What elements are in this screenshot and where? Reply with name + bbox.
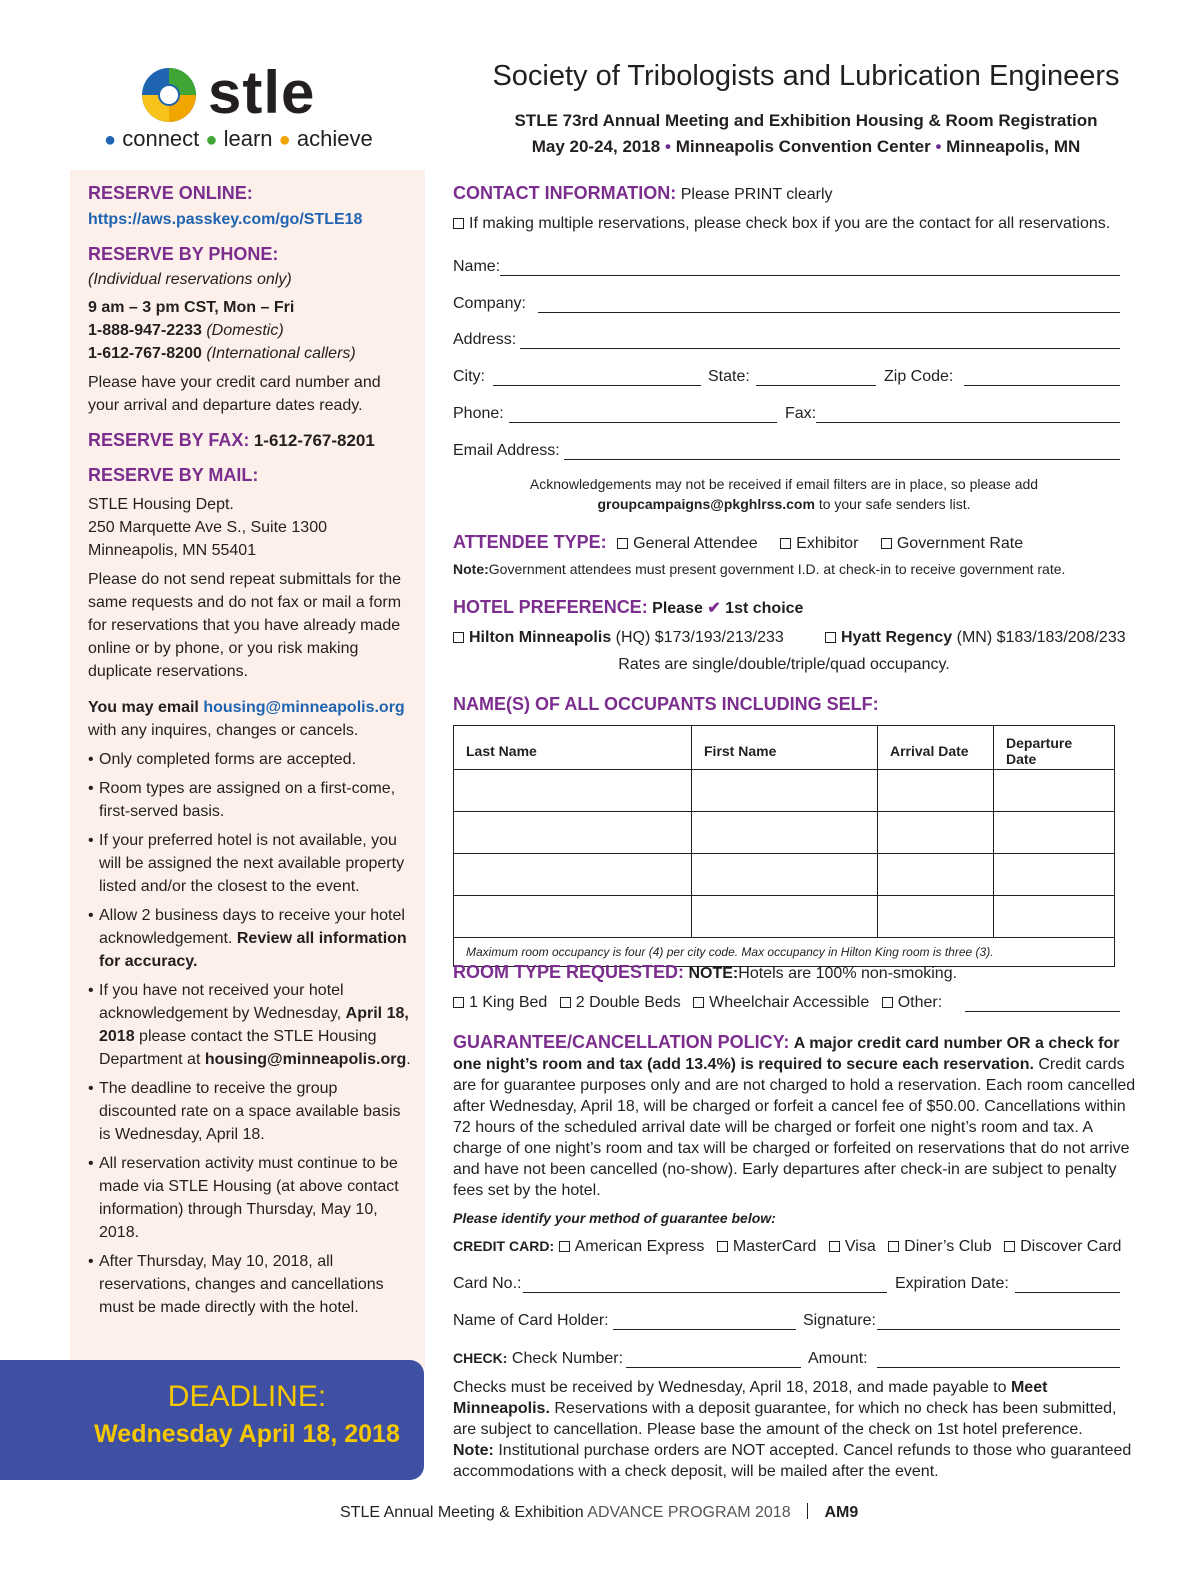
- hotel-heading: HOTEL PREFERENCE: Please ✔ 1st choice: [453, 597, 804, 617]
- cell-input[interactable]: [878, 770, 994, 812]
- checkbox-icon[interactable]: [560, 997, 571, 1008]
- room-other-field[interactable]: [965, 1011, 1120, 1012]
- email-label: Email Address:: [453, 442, 560, 459]
- amount-field[interactable]: [877, 1367, 1120, 1368]
- cell-input[interactable]: [692, 770, 878, 812]
- checkbox-icon[interactable]: [693, 997, 704, 1008]
- card-no-label: Card No.:: [453, 1275, 522, 1292]
- table-row: [454, 896, 1115, 938]
- zip-label: Zip Code:: [884, 368, 954, 385]
- sidebar-bullets: • Only completed forms are accepted. • Room types are assigned on a first-come, first-served basis. • If your preferred hotel is not available, you will be assigned the next available property listed and/or the closest to the event. • Allow 2 business days to receive your hotel acknowledgement. Review all information for accuracy. • If you have not received your hotel acknowledgement by Wednesday, April 18, 2018 please contact the STLE Housing Department at housing@minneapolis.org. • The deadline to receive the group discounted rate on a space available basis is Wednesday, April 18. • All reservation activity must continue to be made via STLE Housing (at above contact information) through Thursday, May 10, 2018. • After Thursday, May 10, 2018, all reservations, changes and cancellations must be made directly with the hotel.: [88, 748, 413, 1319]
- hotel-hilton-option[interactable]: Hilton Minneapolis (HQ) $173/193/213/233: [453, 629, 784, 647]
- card-holder-label: Name of Card Holder:: [453, 1312, 609, 1329]
- attendee-exhibitor-option[interactable]: Exhibitor: [780, 535, 858, 552]
- state-label: State:: [708, 368, 750, 385]
- attendee-type: ATTENDEE TYPE: General Attendee Exhibitor Government Rate: [453, 532, 1024, 552]
- reserve-fax: RESERVE BY FAX: 1-612-767-8201: [88, 430, 375, 450]
- email-field[interactable]: [564, 459, 1120, 460]
- name-field[interactable]: [500, 275, 1120, 276]
- logo-wordmark: stle: [208, 59, 316, 126]
- checkbox-icon[interactable]: [825, 632, 836, 643]
- checkbox-icon[interactable]: [829, 1241, 840, 1252]
- table-row: [454, 770, 1115, 812]
- page-footer: STLE Annual Meeting & Exhibition ADVANCE PROGRAM 2018 AM9: [340, 1504, 859, 1521]
- rates-note: Rates are single/double/triple/quad occupancy.: [618, 656, 950, 673]
- city-label: City:: [453, 368, 485, 385]
- room-double-option[interactable]: 2 Double Beds: [560, 994, 681, 1011]
- room-options: [453, 994, 942, 1012]
- cell-input[interactable]: [994, 812, 1115, 854]
- checkbox-icon[interactable]: [453, 997, 464, 1008]
- stle-logo-icon: [140, 66, 198, 124]
- cell-input[interactable]: [994, 896, 1115, 938]
- checkbox-icon[interactable]: [559, 1241, 570, 1252]
- checkbox-icon[interactable]: [882, 997, 893, 1008]
- check-instructions: Checks must be received by Wednesday, April 18, 2018, and made payable to Meet Minneapolis. Reservations with a deposit guarantee, for which no check has been submitted, are subject to cancellation. Please base the amount of the check on 1st hotel preference. Note: Institutional purchase orders are NOT accepted. Cancel refunds to those who guaranteed accommodations with a check deposit, will be mailed after the event.: [453, 1379, 1132, 1480]
- attendee-government-option[interactable]: Government Rate: [881, 535, 1023, 552]
- deadline-date: Wednesday April 18, 2018: [94, 1420, 400, 1448]
- expiration-field[interactable]: [1015, 1292, 1120, 1293]
- card-amex-option[interactable]: American Express: [559, 1238, 705, 1255]
- guarantee-method-note: Please identify your method of guarantee below:: [453, 1210, 776, 1226]
- col-arrival-date: Arrival Date: [878, 726, 994, 770]
- room-wheelchair-option[interactable]: Wheelchair Accessible: [693, 994, 869, 1011]
- table-row: [454, 854, 1115, 896]
- email-note: You may email housing@minneapolis.org with any inquires, changes or cancels.: [88, 699, 405, 739]
- col-departure-date: Departure Date: [994, 726, 1115, 770]
- phone-ready-note: Please have your credit card number and your arrival and departure dates ready.: [88, 374, 381, 414]
- check-number-field[interactable]: [626, 1367, 801, 1368]
- cell-input[interactable]: [692, 896, 878, 938]
- sidebar-email-link[interactable]: housing@minneapolis.org: [203, 699, 405, 716]
- cell-input[interactable]: [878, 854, 994, 896]
- phone-field[interactable]: [509, 422, 777, 423]
- repeat-submittal-note: Please do not send repeat submittals for the same requests and do not fax or mail a form for reservations that you have already made online or by phone, or you risk making duplicate reservations.: [88, 571, 402, 680]
- checkbox-icon[interactable]: [780, 538, 791, 549]
- page-subtitle: STLE 73rd Annual Meeting and Exhibition Housing & Room Registration May 20-24, 2018 • Minneapolis Convention Center • Minneapolis, MN: [514, 111, 1098, 156]
- cell-input[interactable]: [994, 770, 1115, 812]
- address-field[interactable]: [520, 348, 1120, 349]
- checkbox-icon[interactable]: [881, 538, 892, 549]
- reserve-online-link[interactable]: https://aws.passkey.com/go/STLE18: [88, 211, 363, 228]
- company-field[interactable]: [538, 312, 1120, 313]
- card-diners-option[interactable]: Diner’s Club: [888, 1238, 991, 1255]
- checkbox-icon[interactable]: [717, 1241, 728, 1252]
- hotel-hyatt-option[interactable]: Hyatt Regency (MN) $183/183/208/233: [825, 629, 1126, 647]
- checkbox-icon[interactable]: [453, 632, 464, 643]
- reserve-phone-heading: RESERVE BY PHONE:: [88, 244, 279, 264]
- col-first-name: First Name: [692, 726, 878, 770]
- cell-input[interactable]: [454, 770, 692, 812]
- cell-input[interactable]: [994, 854, 1115, 896]
- signature-field[interactable]: [877, 1329, 1120, 1330]
- amount-label: Amount:: [808, 1350, 868, 1367]
- state-field[interactable]: [756, 385, 876, 386]
- card-discover-option[interactable]: Discover Card: [1004, 1238, 1121, 1255]
- cell-input[interactable]: [878, 812, 994, 854]
- guarantee-policy: GUARANTEE/CANCELLATION POLICY: A major credit card number OR a check for one night’s room and tax (add 13.4%) is required to secure each reservation. Credit cards are for guarantee purposes only and are not charged to hold a reservation. Each room cancelled after Wednesday, April 18, will be charged or forfeit a cancel fee of $50.00. Cancellations within 72 hours of the scheduled arrival date will be charged or forfeit one night’s room and tax. A charge of one night’s room and tax will be charged or forfeited on reservations that do not arrive and have not been cancelled (no-show). Early departures after check-in are subject to penalty fees set by the hotel.: [453, 1032, 1136, 1199]
- reserve-online-heading: RESERVE ONLINE:: [88, 183, 253, 203]
- phone-note: (Individual reservations only): [88, 271, 292, 288]
- address-label: Address:: [453, 331, 517, 348]
- table-row: [454, 812, 1115, 854]
- checkbox-icon[interactable]: [617, 538, 628, 549]
- cell-input[interactable]: [878, 896, 994, 938]
- phone-domestic: 1-888-947-2233 (Domestic): [88, 322, 284, 339]
- city-field[interactable]: [493, 385, 701, 386]
- acknowledgement-note: Acknowledgements may not be received if email filters are in place, so please add groupcampaigns@pkghlrss.com to your safe senders list.: [529, 476, 1039, 512]
- checkmark-icon: ✔: [707, 600, 721, 617]
- deadline-label: DEADLINE:: [167, 1380, 327, 1413]
- contact-heading: CONTACT INFORMATION: Please PRINT clearly: [453, 183, 833, 203]
- company-label: Company:: [453, 295, 526, 312]
- check-number-label: CHECK: Check Number:: [453, 1350, 624, 1367]
- phone-hours: 9 am – 3 pm CST, Mon – Fri: [88, 299, 295, 316]
- zip-field[interactable]: [964, 385, 1120, 386]
- logo-tagline: ● connect ● learn ● achieve: [104, 126, 373, 151]
- room-heading: ROOM TYPE REQUESTED: NOTE:Hotels are 100% non-smoking.: [453, 962, 958, 982]
- card-holder-field[interactable]: [613, 1329, 796, 1330]
- col-last-name: Last Name: [454, 726, 692, 770]
- checkbox-icon[interactable]: [888, 1241, 899, 1252]
- credit-card-options: CREDIT CARD: American Express MasterCard Visa Diner’s Club Discover Card: [453, 1238, 1122, 1255]
- cell-input[interactable]: [454, 812, 692, 854]
- card-visa-option[interactable]: Visa: [829, 1238, 876, 1255]
- cell-input[interactable]: [454, 896, 692, 938]
- fax-label: Fax:: [785, 405, 817, 422]
- room-other-option[interactable]: Other:: [882, 994, 942, 1011]
- name-label: Name:: [453, 258, 501, 275]
- attendee-general-option[interactable]: General Attendee: [617, 535, 758, 552]
- expiration-label: Expiration Date:: [895, 1275, 1009, 1292]
- reserve-mail-heading: RESERVE BY MAIL:: [88, 465, 259, 485]
- phone-label: Phone:: [453, 405, 504, 422]
- page-title: Society of Tribologists and Lubrication Engineers: [492, 60, 1120, 92]
- signature-label: Signature:: [803, 1312, 876, 1329]
- occupants-heading: NAME(S) OF ALL OCCUPANTS INCLUDING SELF:: [453, 694, 879, 714]
- room-king-option[interactable]: 1 King Bed: [453, 994, 547, 1011]
- occupants-table: [453, 725, 1115, 967]
- checkbox-icon[interactable]: [453, 218, 464, 229]
- card-mastercard-option[interactable]: MasterCard: [717, 1238, 817, 1255]
- multi-reservation-option[interactable]: If making multiple reservations, please check box if you are the contact for all reservations.: [453, 215, 1110, 233]
- cell-input[interactable]: [692, 812, 878, 854]
- mail-address: STLE Housing Dept. 250 Marquette Ave S., Suite 1300 Minneapolis, MN 55401: [88, 496, 327, 559]
- cell-input[interactable]: [454, 854, 692, 896]
- occupancy-note: Maximum room occupancy is four (4) per city code. Max occupancy in Hilton King room is three (3).: [454, 938, 1115, 967]
- attendee-note: Note:Government attendees must present government I.D. at check-in to receive government rate.: [453, 561, 1066, 577]
- checkbox-icon[interactable]: [1004, 1241, 1015, 1252]
- fax-field[interactable]: [816, 422, 1120, 423]
- cell-input[interactable]: [692, 854, 878, 896]
- phone-international: 1-612-767-8200 (International callers): [88, 345, 356, 362]
- card-no-field[interactable]: [523, 1292, 887, 1293]
